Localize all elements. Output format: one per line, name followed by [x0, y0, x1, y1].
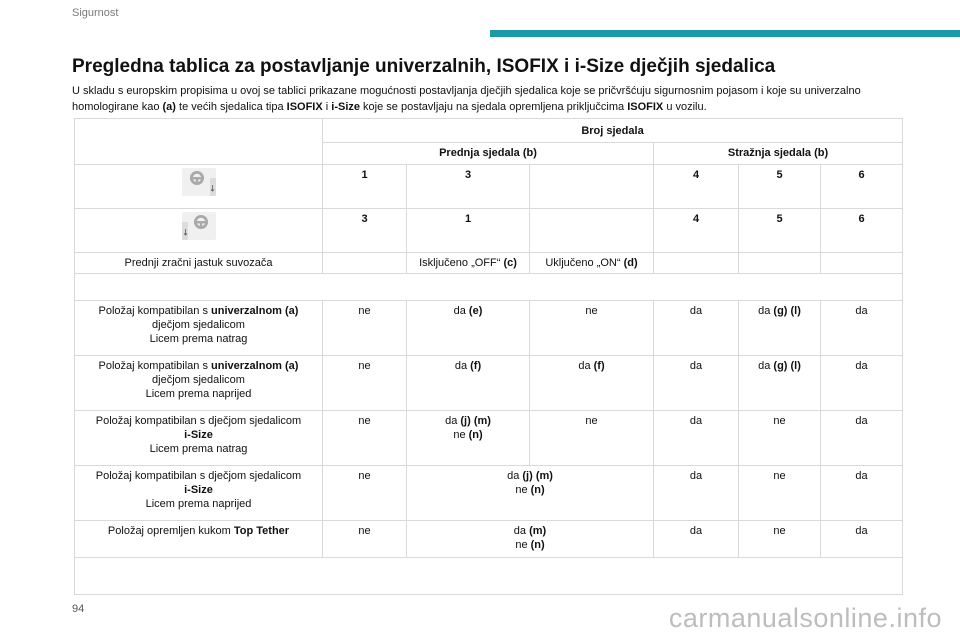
text-run: da: [758, 360, 774, 372]
cell-line: [79, 497, 318, 511]
text-run: ne: [585, 415, 598, 427]
cell-line: [743, 414, 816, 428]
row-label: [75, 301, 323, 356]
text-run: da: [578, 360, 594, 372]
table-cell: [739, 356, 821, 411]
header-accent-bar: [490, 30, 960, 37]
table-end-row: [75, 558, 903, 595]
cell-line: [79, 524, 318, 538]
table-cell: [821, 466, 903, 521]
table-row: [75, 253, 903, 274]
table-cell: [821, 411, 903, 466]
bold-text: (n): [530, 484, 545, 496]
text-run: ne: [453, 429, 469, 441]
cell-line: [658, 524, 734, 538]
cell-line: [658, 414, 734, 428]
bold-text: (e): [468, 305, 483, 317]
text-run: da: [855, 470, 868, 482]
airbag-label: Prednji zračni jastuk suvozača: [75, 253, 323, 274]
text-run: Uključeno „ON“: [545, 257, 624, 269]
table-cell: [654, 301, 739, 356]
text-run: da: [855, 525, 868, 537]
table-cell: [407, 411, 530, 466]
text-run: da: [689, 525, 703, 537]
text-run: U skladu s europskim propisima u ovoj se tablici prikazane mogućnosti postavljanja dječjih sjedalica koje se pričvršćuju sigurnosnim pojasom i koje su univerzalno homologirane kao: [72, 85, 861, 113]
text-run: da: [445, 415, 461, 427]
cell-line: [534, 359, 649, 373]
text-run: ne: [773, 470, 786, 482]
text-run: da: [855, 305, 868, 317]
bold-text: (g) (l): [773, 360, 801, 372]
page-number: 94: [72, 603, 85, 615]
text-run: da: [453, 305, 469, 317]
table-row: [75, 209, 903, 253]
row-label: [75, 411, 323, 466]
text-run: ne: [358, 305, 371, 317]
text-run: Položaj kompatibilan s: [98, 360, 212, 372]
table-cell: [654, 466, 739, 521]
table-cell: [821, 301, 903, 356]
bold-text: (n): [530, 539, 545, 551]
table-cell: [407, 466, 654, 521]
bold-text: univerzalnom (a): [211, 360, 299, 372]
cell-line: [411, 469, 649, 483]
rhd-seat-number: 5: [739, 209, 821, 253]
cell-line: [411, 538, 649, 552]
rhd-seat-number: 3: [323, 209, 407, 253]
cell-line: [411, 483, 649, 497]
table-row: [75, 521, 903, 558]
rhd-seat-number: [530, 209, 654, 253]
table-cell: [739, 253, 821, 274]
lhd-seat-number: 4: [654, 165, 739, 209]
lhd-seat-number: 6: [821, 165, 903, 209]
table-row: [75, 466, 903, 521]
text-run: ne: [773, 415, 786, 427]
text-run: Licem prema natrag: [149, 333, 248, 345]
seat-count-header: Broj sjedala: [323, 119, 903, 143]
bold-text: (j) (m): [460, 415, 491, 427]
text-run: ne: [515, 539, 531, 551]
bold-text: (f): [593, 360, 605, 372]
text-run: ne: [358, 360, 371, 372]
table-corner-cell: [75, 119, 323, 165]
table-cell: [821, 253, 903, 274]
text-run: ne: [773, 525, 786, 537]
table-cell: [654, 356, 739, 411]
table-cell: [323, 521, 407, 558]
text-run: da: [855, 360, 868, 372]
row-label: [75, 356, 323, 411]
bold-text: univerzalnom (a): [211, 305, 299, 317]
section-label: Sigurnost: [72, 7, 119, 19]
text-run: te većih sjedalica tipa: [175, 101, 287, 113]
cell-line: [534, 414, 649, 428]
rear-seats-header: Stražnja sjedala (b): [654, 143, 903, 165]
cell-line: [79, 414, 318, 428]
table-cell: [323, 466, 407, 521]
cell-line: [79, 428, 318, 442]
cell-line: [743, 524, 816, 538]
table-cell: [739, 411, 821, 466]
row-label: [75, 521, 323, 558]
table-row: [75, 356, 903, 411]
bold-text: (a): [162, 101, 176, 113]
intro-paragraph: [72, 83, 902, 115]
text-run: ne: [585, 305, 598, 317]
text-run: da: [689, 305, 703, 317]
text-run: da: [689, 470, 703, 482]
cell-line: [411, 359, 525, 373]
text-run: ne: [358, 525, 371, 537]
cell-line: [327, 304, 402, 318]
cell-line: [79, 359, 318, 373]
table-cell: [821, 356, 903, 411]
row-label: [75, 466, 323, 521]
cell-line: [327, 359, 402, 373]
table-cell: [739, 466, 821, 521]
lhd-seat-number: 1: [323, 165, 407, 209]
cell-line: [79, 318, 318, 332]
cell-line: [658, 359, 734, 373]
text-run: Položaj kompatibilan s dječjom sjedalicom: [95, 470, 302, 482]
text-run: Licem prema natrag: [149, 443, 248, 455]
rhd-seat-number: 4: [654, 209, 739, 253]
text-run: da: [507, 470, 523, 482]
cell-line: [327, 524, 402, 538]
cell-line: [658, 469, 734, 483]
cell-line: [79, 387, 318, 401]
bold-text: i-Size: [184, 429, 213, 441]
table-cell: [530, 301, 654, 356]
text-run: koje se postavljaju na sjedala opremljena priključcima: [360, 101, 628, 113]
table-cell: [654, 411, 739, 466]
cell-line: [79, 332, 318, 346]
bold-text: ISOFIX: [627, 101, 664, 113]
cell-line: [825, 304, 898, 318]
lhd-seat-number: [530, 165, 654, 209]
text-run: da: [758, 305, 774, 317]
table-cell: [407, 521, 654, 558]
cell-line: [743, 359, 816, 373]
text-run: u vozilu.: [663, 101, 707, 113]
cell-line: [743, 304, 816, 318]
bold-text: (c): [503, 257, 517, 269]
table-row: [75, 411, 903, 466]
bold-text: (j) (m): [522, 470, 553, 482]
table-cell: [530, 356, 654, 411]
cell-line: [743, 469, 816, 483]
table-cell: [530, 411, 654, 466]
cell-line: [411, 414, 525, 428]
bold-text: Top Tether: [233, 525, 290, 537]
airbag-off-cell: [407, 253, 530, 274]
cell-line: [327, 414, 402, 428]
table-cell: [407, 301, 530, 356]
bold-text: (n): [468, 429, 483, 441]
cell-line: [411, 524, 649, 538]
rhd-icon-cell: [75, 209, 323, 253]
cell-line: [825, 414, 898, 428]
table-cell: [323, 301, 407, 356]
watermark: carmanualsonline.info: [668, 603, 942, 633]
text-run: Licem prema naprijed: [145, 388, 252, 400]
table-cell: [739, 521, 821, 558]
cell-line: [534, 304, 649, 318]
cell-line: [79, 304, 318, 318]
bold-text: (g) (l): [773, 305, 801, 317]
text-run: dječjom sjedalicom: [152, 319, 245, 331]
table-cell: [407, 356, 530, 411]
text-run: da: [513, 525, 530, 537]
text-run: Isključeno „OFF“: [419, 257, 504, 269]
cell-line: [825, 524, 898, 538]
text-run: ne: [358, 470, 371, 482]
page-title: Pregledna tablica za postavljanje univerzalnih, ISOFIX i i-Size dječjih sjedalica: [72, 56, 776, 77]
text-run: da: [689, 415, 703, 427]
steering-wheel-right-icon: [182, 212, 216, 240]
table-cell: [654, 253, 739, 274]
cell-line: [79, 373, 318, 387]
bold-text: ISOFIX: [286, 101, 323, 113]
cell-line: [79, 469, 318, 483]
bold-text: i-Size: [331, 101, 360, 113]
front-seats-header: Prednja sjedala (b): [323, 143, 654, 165]
text-run: ne: [358, 415, 371, 427]
rhd-seat-number: 6: [821, 209, 903, 253]
table-spacer-row: [75, 274, 903, 301]
text-run: Položaj opremljen kukom: [107, 525, 234, 537]
text-run: da: [855, 415, 868, 427]
child-seat-table: [74, 118, 903, 595]
bold-text: (m): [529, 525, 547, 537]
text-run: Položaj kompatibilan s: [98, 305, 212, 317]
text-run: Licem prema naprijed: [145, 498, 252, 510]
steering-wheel-left-icon: [182, 168, 216, 196]
cell-line: [825, 469, 898, 483]
text-run: Položaj kompatibilan s dječjom sjedalicom: [95, 415, 302, 427]
cell-line: [79, 483, 318, 497]
text-run: da: [689, 360, 703, 372]
text-run: da: [454, 360, 471, 372]
table-cell: [323, 411, 407, 466]
airbag-on-cell: [530, 253, 654, 274]
cell-line: [825, 359, 898, 373]
table-cell: [821, 521, 903, 558]
bold-text: (d): [623, 257, 638, 269]
text-run: i: [322, 101, 332, 113]
lhd-icon-cell: [75, 165, 323, 209]
bold-text: (f): [470, 360, 482, 372]
cell-line: [411, 304, 525, 318]
table-cell: [654, 521, 739, 558]
table-row: [75, 301, 903, 356]
text-run: dječjom sjedalicom: [152, 374, 245, 386]
table-cell: [739, 301, 821, 356]
lhd-seat-number: 5: [739, 165, 821, 209]
table-row: [75, 165, 903, 209]
lhd-seat-number: 3: [407, 165, 530, 209]
table-cell: [323, 253, 407, 274]
table-cell: [323, 356, 407, 411]
bold-text: i-Size: [184, 484, 213, 496]
cell-line: [327, 469, 402, 483]
cell-line: [658, 304, 734, 318]
text-run: ne: [515, 484, 531, 496]
cell-line: [79, 442, 318, 456]
cell-line: [411, 428, 525, 442]
rhd-seat-number: 1: [407, 209, 530, 253]
